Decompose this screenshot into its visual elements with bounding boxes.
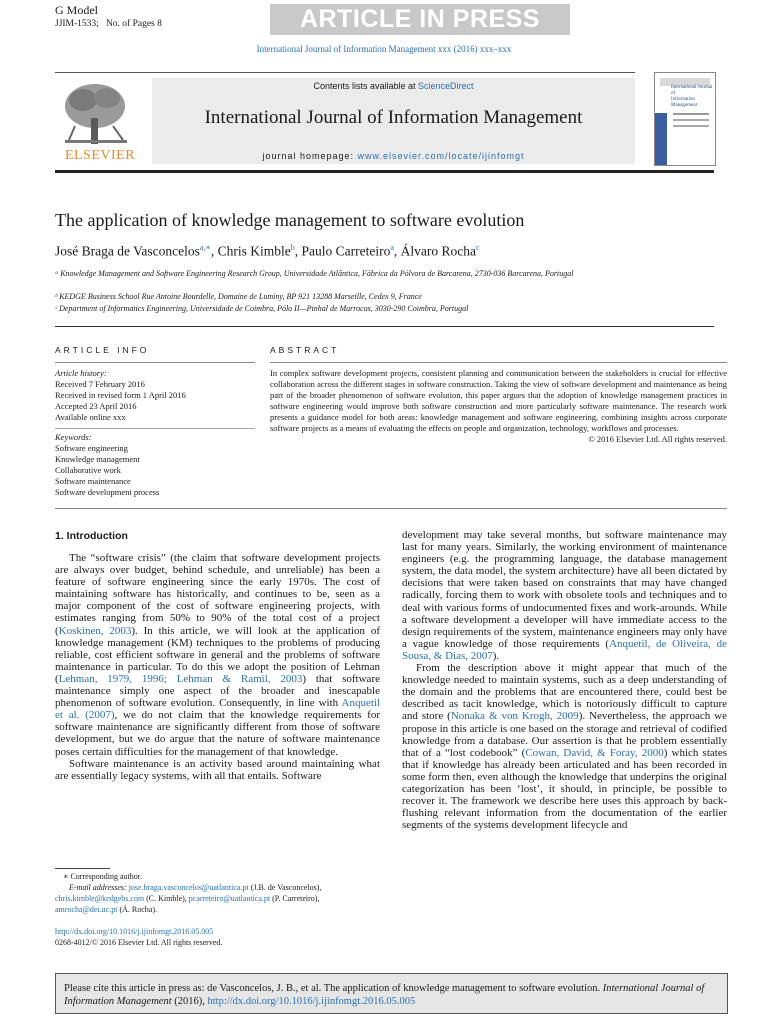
g-model-label: G Model bbox=[55, 3, 98, 17]
history-revised: Received in revised form 1 April 2016 bbox=[55, 390, 186, 400]
history-online: Available online xxx bbox=[55, 412, 126, 422]
paragraph bbox=[55, 552, 380, 758]
abstract-text: In complex software development projects, consistent planning and communication between the stakeholders is crucial for effective collaboration across the different stages in software construction. Taking the view of software development and maintenance as being part of the broader phenomenon of software evolution, this paper argues that the adoption of knowledge management practices in software engineering would improve both software construction and more particularly software maintenance. The research work presents a guidance model for both areas: knowledge management and software engineering, combining insights across corporate software projects as a means of evaluating the effects on people and organization, technology, workflows and processes. bbox=[270, 368, 727, 433]
journal-cover bbox=[654, 72, 716, 166]
abstract-copyright: © 2016 Elsevier Ltd. All rights reserved. bbox=[588, 434, 727, 444]
affiliation-c: ᶜ Department of Informatics Engineering, Universidade de Coimbra, Pólo II—Pinhal de Marrocos, 3030-290 Coimbra, Portugal bbox=[55, 304, 469, 313]
email-owner: (P. Carreteiro), bbox=[270, 894, 320, 903]
history-label: Article history: bbox=[55, 368, 107, 378]
paragraph bbox=[402, 662, 727, 831]
issn-line: 0268-4012/© 2016 Elsevier Ltd. All rights reserved. bbox=[55, 937, 223, 947]
email-link[interactable]: amrocha@dei.uc.pt bbox=[55, 905, 118, 914]
author-3[interactable]: Paulo Carreteiro bbox=[301, 243, 391, 259]
text: , we do not claim that the knowledge requirements for software maintenance are significantly different from those of software development, but we do argue that the nature of software maintenance poses certain difficulties for the management of that knowledge. bbox=[55, 709, 381, 758]
paragraph: Software maintenance is an activity based around maintaining what are essentially legacy systems, with all that entails. Software bbox=[55, 757, 380, 782]
email-owner: (Á. Rocha). bbox=[117, 905, 157, 914]
cover-line-2: Information bbox=[671, 97, 695, 102]
keyword: Software maintenance bbox=[55, 476, 131, 486]
masthead-rule bbox=[55, 170, 714, 173]
contents-prefix: Contents lists available at bbox=[313, 81, 419, 91]
keyword: Software engineering bbox=[55, 443, 128, 453]
author-4-affil[interactable]: c bbox=[476, 243, 480, 252]
email-owner: (J.B. de Vasconcelos), bbox=[248, 883, 322, 892]
cover-line-1: International Journal of bbox=[671, 85, 713, 96]
article-info-heading: ARTICLE INFO bbox=[55, 345, 150, 355]
body-column-2 bbox=[402, 529, 727, 831]
text: From the description above it might appear that much of the knowledge needed to maintain systems, such as a deep understanding of the domain and the problems that are encountered there, could best be described as tacit knowledge, which is notoriously difficult to capture and store ( bbox=[402, 662, 727, 723]
cite-year: (2016), bbox=[171, 996, 208, 1007]
email-link[interactable]: pcarreteiro@uatlantica.pt bbox=[188, 894, 271, 903]
info-rule bbox=[55, 362, 255, 363]
footnote bbox=[55, 871, 395, 915]
author-1[interactable]: José Braga de Vasconcelos bbox=[55, 243, 200, 259]
citation-link[interactable]: Cowan, David, & Foray, 2000 bbox=[525, 746, 664, 759]
text: ). Nevertheless, the approach we propose in this article is one based on the storage and retrieval of codified knowledge from a database. Our assertion is that he problem essentially that of a “lost codebook” ( bbox=[402, 710, 727, 759]
article-title: The application of knowledge management to software evolution bbox=[55, 210, 525, 230]
citation-link[interactable]: Anquetil et al. (2007) bbox=[55, 697, 380, 722]
email-line-2 bbox=[55, 893, 395, 904]
cite-doi-link[interactable]: http://dx.doi.org/10.1016/j.ijinfomgt.2016.05.005 bbox=[207, 996, 416, 1007]
email-link[interactable]: jose.braga.vasconcelos@uatlantica.pt bbox=[128, 883, 249, 892]
author-4[interactable]: Álvaro Rocha bbox=[400, 243, 476, 259]
journal-code: JJIM-1533; bbox=[55, 19, 99, 29]
article-info bbox=[55, 368, 255, 498]
author-sep: , bbox=[294, 243, 302, 259]
article-in-press-banner: ARTICLE IN PRESS bbox=[270, 4, 570, 35]
paragraph bbox=[402, 529, 727, 662]
citation-link[interactable]: Nonaka & von Krogh, 2009 bbox=[450, 710, 579, 723]
text: development may take several months, but software maintenance may last for many years. Similarly, the working environment of maintenance engineers (e.g. the programming language, the database management system, the data model, the system architecture) have all been dictated by decisions that were taken based on constraints that may have changed radically, forcing them to work with obsolete tools and techniques and to deal with various forms of undocumented fixes and work-arounds. While a software development a developer will have immediate access to the design requirements of the system, maintenance engineers may only have a vague knowledge of those requirements ( bbox=[402, 529, 727, 650]
page-count: No. of Pages 8 bbox=[105, 19, 162, 29]
doi-link[interactable]: http://dx.doi.org/10.1016/j.ijinfomgt.2016.05.005 bbox=[55, 927, 214, 936]
text: ). bbox=[492, 649, 500, 662]
elsevier-logo bbox=[55, 78, 145, 164]
affiliation-rule bbox=[55, 326, 714, 327]
corresponding-author: ∗ Corresponding author. bbox=[63, 872, 142, 881]
journal-homepage bbox=[152, 151, 635, 161]
homepage-prefix: journal homepage: bbox=[262, 151, 358, 161]
body-column-1 bbox=[55, 552, 380, 782]
email-owner: (C. Kimble), bbox=[144, 894, 189, 903]
keywords-rule bbox=[55, 428, 255, 429]
citation-link[interactable]: Koskinen, 2003 bbox=[58, 624, 132, 637]
affiliation-b: ᵇ KEDGE Business School Rue Antoine Bourdelle, Domaine de Luminy, BP 921 13288 Marseille, Cedex 9, France bbox=[55, 292, 422, 301]
keyword: Software development process bbox=[55, 487, 160, 497]
affiliation-a: ᵃ Knowledge Management and Software Engineering Research Group, Universidade Atlântica, Fábrica da Pólvora de Barcarena, 2730-036 Barcarena, Portugal bbox=[55, 269, 574, 278]
header-rule bbox=[55, 72, 635, 73]
citation-link[interactable]: Lehman, 1979, 1996; Lehman & Ramil, 2003 bbox=[58, 672, 303, 685]
abstract-heading: ABSTRACT bbox=[270, 345, 340, 355]
contents-line bbox=[152, 81, 635, 91]
footnote-rule bbox=[55, 868, 110, 869]
keyword: Knowledge management bbox=[55, 454, 140, 464]
manuscript-code bbox=[55, 19, 162, 29]
citation-link[interactable]: Anquetil, de Oliveira, de Sousa, & Dias, 2007 bbox=[402, 637, 727, 662]
text: The “software crisis” (the claim that software development projects are always over budget, behind schedule, and unreliable) has been a feature of software engineering since the early 1970s. The cost of maintaining software has historically, and continues to be, seen as a major component of the cost of software engineering projects, with estimates ranging from 50% to 90% of the total cost of a project ( bbox=[55, 552, 380, 637]
cover-line-3: Management bbox=[671, 103, 698, 108]
abstract-body bbox=[270, 368, 727, 445]
keyword: Collaborative work bbox=[55, 465, 121, 475]
author-2-affil[interactable]: b bbox=[290, 243, 295, 252]
email-label: E-mail addresses: bbox=[69, 883, 129, 892]
journal-title: International Journal of Information Management bbox=[204, 107, 583, 128]
publisher-name: ELSEVIER bbox=[64, 148, 136, 163]
author-3-affil[interactable]: a bbox=[390, 243, 394, 252]
author-sep: , bbox=[393, 243, 401, 259]
author-sep: , bbox=[210, 243, 218, 259]
cite-this-article-box bbox=[55, 973, 728, 1014]
text: ). In this article, we will look at the application of knowledge management (KM) techniques to the problems of producing reliable, cost efficient software in general and the problems of software maintenance in particular. To do this we adopt the position of Lehman ( bbox=[55, 624, 380, 685]
text: ) that software maintenance simply one aspect of the broader and inescapable phenomenon of software evolution. Consequently, in line with bbox=[55, 672, 380, 710]
cite-journal: International Journal of Information Management bbox=[64, 983, 705, 1007]
text: ) which states that if knowledge has already been articulated and has been recorded in some form then, even although the knowledge that underpins the original categorization has been ‘lost’, it should, in principle, be possible to recover it. The framework we describe here uses this approach by back-flushing relevant information from the documentation of the earlier segments of the systems development lifecycle and bbox=[402, 746, 727, 832]
email-link[interactable]: chris.kimble@kedgebs.com bbox=[55, 894, 145, 903]
homepage-link[interactable]: www.elsevier.com/locate/ijinfomgt bbox=[357, 151, 525, 161]
abstract-rule bbox=[270, 362, 727, 363]
cite-prefix: Please cite this article in press as: de Vasconcelos, J. B., et al. The application of knowledge management to software evolution. bbox=[64, 983, 603, 994]
history-accepted: Accepted 23 April 2016 bbox=[55, 401, 137, 411]
history-received: Received 7 February 2016 bbox=[55, 379, 145, 389]
author-2[interactable]: Chris Kimble bbox=[217, 243, 291, 259]
journal-citation-link[interactable]: International Journal of Information Management xxx (2016) xxx–xxx bbox=[256, 44, 512, 54]
section-heading-introduction: 1. Introduction bbox=[55, 530, 128, 542]
email-line-3 bbox=[55, 904, 395, 915]
sciencedirect-link[interactable]: ScienceDirect bbox=[418, 81, 474, 91]
abstract-bottom-rule bbox=[55, 508, 727, 509]
author-list bbox=[55, 243, 480, 260]
email-line-1 bbox=[55, 882, 395, 893]
doi-block bbox=[55, 927, 395, 948]
keywords-label: Keywords: bbox=[55, 432, 92, 442]
author-1-affil[interactable]: a,∗ bbox=[199, 243, 211, 252]
